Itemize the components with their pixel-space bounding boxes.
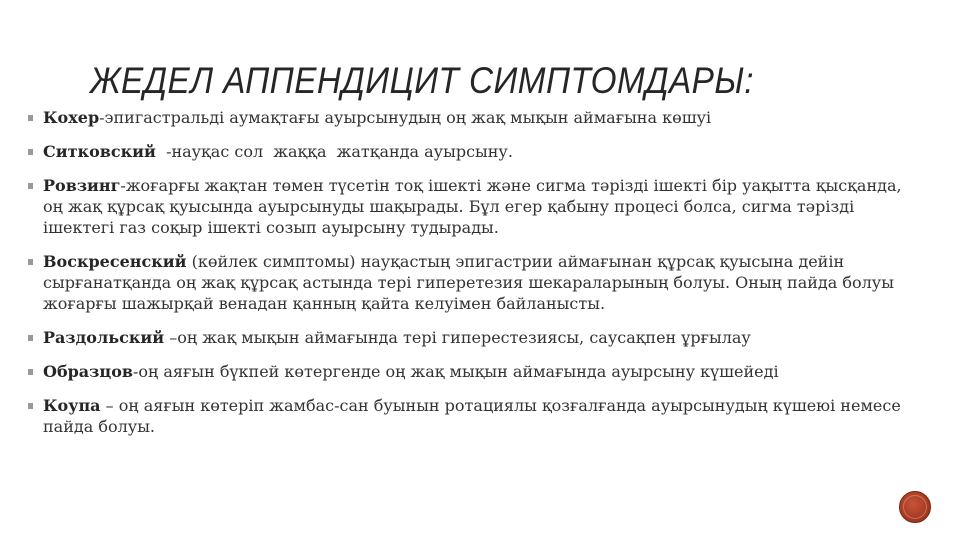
list-item [28, 107, 908, 128]
symptom-term: Коупа [43, 396, 101, 415]
symptom-description: – оң аяғын көтеріп жамбас-сан буынын ротациялы қозғалғанда ауырсынудың күшеюі немесе пайда болуы. [43, 396, 901, 436]
symptom-description: –оң жақ мықын аймағында тері гиперестезиясы, саусақпен ұрғылау [164, 328, 751, 347]
square-bullet-icon [28, 259, 33, 265]
list-item [28, 141, 908, 162]
symptom-term: Кохер [43, 108, 100, 127]
symptom-term: Ситковский [43, 142, 156, 161]
slide-title: ЖЕДЕЛ АППЕНДИЦИТ СИМПТОМДАРЫ: [90, 60, 755, 101]
square-bullet-icon [28, 183, 33, 189]
square-bullet-icon [28, 335, 33, 341]
slide-number-badge [899, 491, 931, 523]
list-item [28, 361, 908, 382]
square-bullet-icon [28, 115, 33, 121]
square-bullet-icon [28, 369, 33, 375]
square-bullet-icon [28, 149, 33, 155]
symptom-term: Воскресенский [43, 252, 187, 271]
symptom-description: -эпигастральді аумақтағы ауырсынудың оң жақ мықын аймағына көшуі [99, 108, 712, 127]
symptom-description: -жоғарғы жақтан төмен түсетін тоқ ішекті және сигма тәрізді ішекті бір уақытта қысқанда, оң жақ құрсақ қуысында ауырсынуды шақырады. Бұл егер қабыну процесі болса, сигма тәрізді ішектегі газ соқыр ішекті созып ауырсыну тудырады. [43, 176, 902, 237]
symptom-description: (көйлек симптомы) науқастың эпигастрии аймағынан құрсақ қуысына дейін сырғанатқанда оң жақ құрсақ астында тері гиперетезия шекараларының болуы. Оның пайда болуы жоғарғы шажырқай венадан қанның қайта келуімен байланысты. [43, 252, 894, 313]
symptom-description: -науқас сол жаққа жатқанда ауырсыну. [155, 142, 513, 161]
list-item [28, 327, 908, 348]
symptom-list [28, 107, 908, 450]
square-bullet-icon [28, 403, 33, 409]
symptom-term: Образцов [43, 362, 133, 381]
symptom-term: Ровзинг [43, 176, 121, 195]
symptom-description: -оң аяғын бүкпей көтергенде оң жақ мықын аймағында ауырсыну күшейеді [132, 362, 779, 381]
list-item [28, 251, 908, 314]
list-item [28, 395, 908, 437]
symptom-term: Раздольский [43, 328, 165, 347]
list-item [28, 175, 908, 238]
